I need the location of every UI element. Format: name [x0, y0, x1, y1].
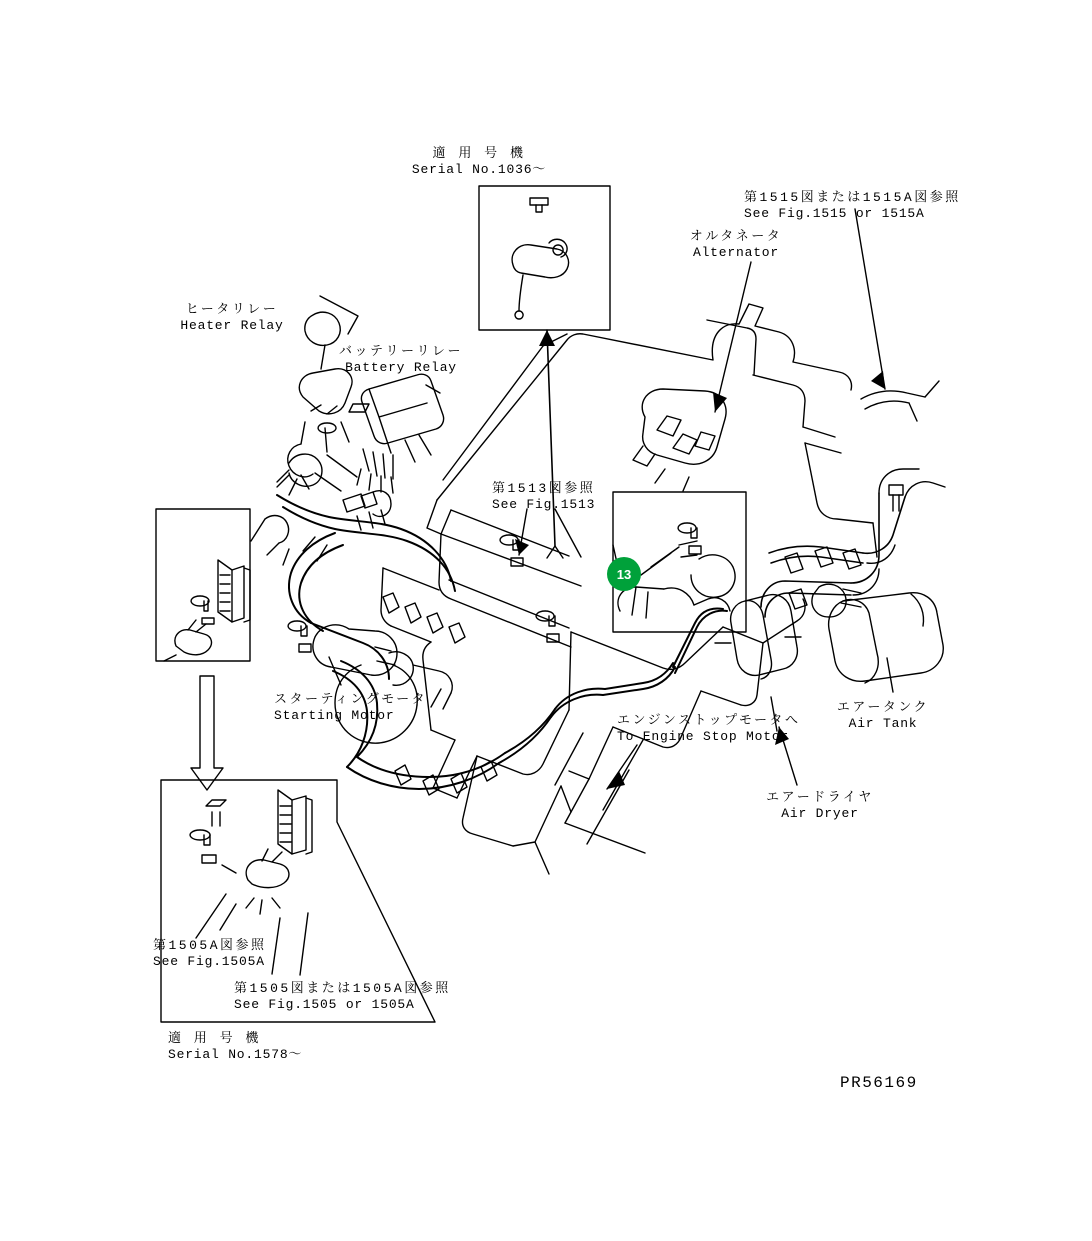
label-heater-relay-en: Heater Relay	[180, 318, 284, 333]
label-to-engine-stop-motor-en: To Engine Stop Motor	[617, 729, 790, 744]
label-see-fig-1515	[744, 190, 961, 222]
label-alternator-en: Alternator	[692, 245, 779, 260]
label-see-fig-1505-or-1505a-jp: 第1505図または1505A図参照	[234, 981, 451, 996]
label-battery-relay	[301, 344, 501, 376]
label-air-dryer-en: Air Dryer	[781, 806, 859, 821]
label-air-tank-jp: エアータンク	[836, 700, 930, 715]
label-to-engine-stop-motor	[617, 713, 801, 745]
label-see-fig-1505a-jp: 第1505A図参照	[153, 938, 267, 953]
label-starting-motor-jp: スターティングモータ	[274, 692, 428, 707]
label-air-tank-en: Air Tank	[848, 716, 918, 731]
label-starting-motor	[274, 692, 427, 724]
label-see-fig-1505a-en: See Fig.1505A	[153, 954, 265, 969]
label-serial-1578-en: Serial No.1578〜	[168, 1047, 303, 1062]
label-battery-relay-en: Battery Relay	[345, 360, 457, 375]
label-serial-1036-en: Serial No.1036〜	[411, 162, 547, 177]
label-air-tank	[803, 700, 963, 732]
label-heater-relay	[152, 302, 312, 334]
label-air-dryer-jp: エアードライヤ	[766, 790, 874, 805]
label-see-fig-1505-or-1505a-en: See Fig.1505 or 1505A	[234, 997, 415, 1012]
label-see-fig-1513	[492, 481, 595, 513]
figure-code: PR56169	[840, 1074, 918, 1092]
label-see-fig-1513-jp: 第1513図参照	[492, 481, 596, 496]
label-to-engine-stop-motor-jp: エンジンストップモータへ	[617, 713, 801, 728]
label-air-dryer	[740, 790, 900, 822]
label-see-fig-1515-jp: 第1515図または1515A図参照	[744, 190, 961, 205]
label-serial-1036-jp: 適 用 号 機	[432, 146, 526, 161]
label-alternator	[656, 229, 816, 261]
label-serial-1578-jp: 適 用 号 機	[168, 1031, 261, 1046]
callout-13[interactable]: 13	[607, 557, 641, 591]
label-starting-motor-en: Starting Motor	[274, 708, 395, 723]
label-battery-relay-jp: バッテリーリレー	[338, 344, 463, 359]
label-alternator-jp: オルタネータ	[689, 229, 783, 244]
label-serial-1036	[399, 146, 559, 178]
label-see-fig-1515-en: See Fig.1515 or 1515A	[744, 206, 925, 221]
label-see-fig-1505a	[153, 938, 267, 970]
label-serial-1578	[168, 1031, 302, 1063]
label-see-fig-1513-en: See Fig.1513	[492, 497, 596, 512]
label-see-fig-1505-or-1505a	[234, 981, 451, 1013]
label-heater-relay-jp: ヒータリレー	[185, 302, 279, 317]
